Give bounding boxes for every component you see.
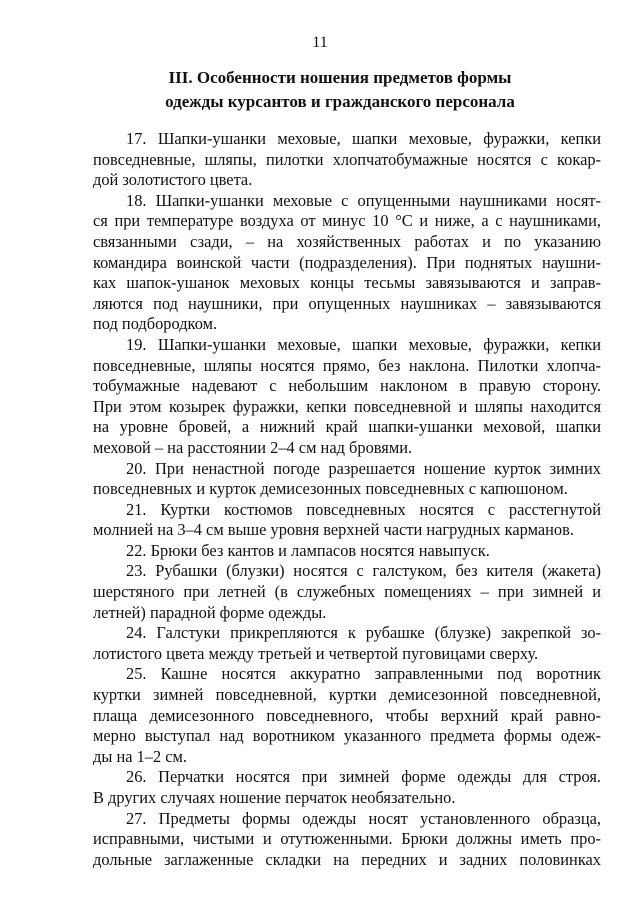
paragraph-line: 23. Рубашки (блузки) носятся с галстуком, без кителя (жакета) <box>126 561 601 581</box>
paragraph-line: 24. Галстуки прикрепляются к рубашке (блузке) закрепкой зо- <box>126 623 601 643</box>
paragraph-line: куртки зимней повседневной, куртки демисезонной повседневной, <box>93 685 601 705</box>
page-number: 11 <box>312 34 328 51</box>
paragraph <box>93 335 601 459</box>
paragraph-line: повседневные, шляпы, пилотки хлопчатобумажные носятся с кокар- <box>93 149 601 169</box>
section-heading-line-2: одежды курсантов и гражданского персонала <box>165 92 515 111</box>
paragraph-line: под подбородком. <box>93 314 218 334</box>
paragraph <box>93 623 601 664</box>
paragraph-line: 27. Предметы формы одежды носят установленного образца, <box>126 808 601 828</box>
section-heading-line-1: III. Особенности ношения предметов формы <box>168 68 512 87</box>
paragraph-line: 20. При ненастной погоде разрешается ношение курток зимних <box>126 458 601 478</box>
paragraph <box>93 191 601 335</box>
paragraph-line: тобумажные надевают с небольшим наклоном в правую сторону. <box>93 376 601 396</box>
paragraph-line: повседневных и курток демисезонных повседневных с капюшоном. <box>93 479 568 499</box>
paragraph <box>93 541 601 562</box>
paragraph <box>93 664 601 767</box>
paragraph-line: 19. Шапки-ушанки меховые, шапки меховые, фуражки, кепки <box>126 334 601 354</box>
paragraph-line: повседневные, шляпы носятся прямо, без наклона. Пилотки хлопча- <box>93 355 601 375</box>
paragraph-line: В других случаях ношение перчаток необязательно. <box>93 788 456 807</box>
paragraph-line: ках шапок-ушанок меховых концы тесьмы завязываются и заправ- <box>93 273 601 293</box>
paragraph-line: 17. Шапки-ушанки меховые, шапки меховые, фуражки, кепки <box>126 129 601 148</box>
paragraph-line: лотистого цвета между третьей и четвертой пуговицами сверху. <box>93 643 539 663</box>
paragraph-line: связанными сзади, – на хозяйственных работах и по указанию <box>93 231 601 251</box>
paragraph-line: 25. Кашне носятся аккуратно заправленными под воротник <box>126 664 601 684</box>
paragraph-line: молнией на 3–4 см выше уровня верхней части нагрудных карманов. <box>93 520 574 540</box>
paragraph-line: мерно выступал над воротником указанного предмета формы одеж- <box>93 726 601 746</box>
paragraph <box>93 459 601 500</box>
paragraph-line: ляются под наушники, при опущенных наушниках – завязываются <box>93 293 601 313</box>
paragraph-line: 26. Перчатки носятся при зимней форме одежды для строя. <box>126 767 601 787</box>
paragraph <box>93 809 601 871</box>
paragraph <box>93 129 601 191</box>
paragraph-line: меховой – на расстоянии 2–4 см над бровями. <box>93 437 413 457</box>
paragraph <box>93 767 601 808</box>
paragraph-line: дольные заглаженные складки на передних и задних половинках <box>93 849 601 869</box>
paragraph <box>93 500 601 541</box>
paragraph-line: шерстяного при летней (в служебных помещениях – при зимней и <box>93 582 601 602</box>
paragraph-line: на уровне бровей, а нижний край шапки-ушанки меховой, шапки <box>93 417 601 437</box>
paragraph-line: 21. Куртки костюмов повседневных носятся с расстегнутой <box>126 499 601 519</box>
paragraph-line: ды на 1–2 см. <box>93 746 188 766</box>
paragraph-line: дой золотистого цвета. <box>93 170 253 190</box>
paragraph-line: исправными, чистыми и отутюженными. Брюки должны иметь про- <box>93 829 601 849</box>
paragraph-line: командира воинской части (подразделения). При поднятых наушни- <box>93 252 601 272</box>
paragraph-line: 22. Брюки без кантов и лампасов носятся навыпуск. <box>126 540 490 560</box>
paragraph-line: плаща демисезонного повседневного, чтобы верхний край равно- <box>93 705 601 725</box>
body-text <box>93 129 601 870</box>
paragraph-line: летней) парадной форме одежды. <box>93 602 327 622</box>
paragraph-line: 18. Шапки-ушанки меховые с опущенными наушниками носят- <box>126 190 601 210</box>
section-heading <box>80 66 600 114</box>
paragraph-line: При этом козырек фуражки, кепки повседневной и шляпы находится <box>93 396 601 416</box>
paragraph <box>93 561 601 623</box>
paragraph-line: ся при температуре воздуха от минус 10 °С и ниже, а с наушниками, <box>93 211 601 231</box>
